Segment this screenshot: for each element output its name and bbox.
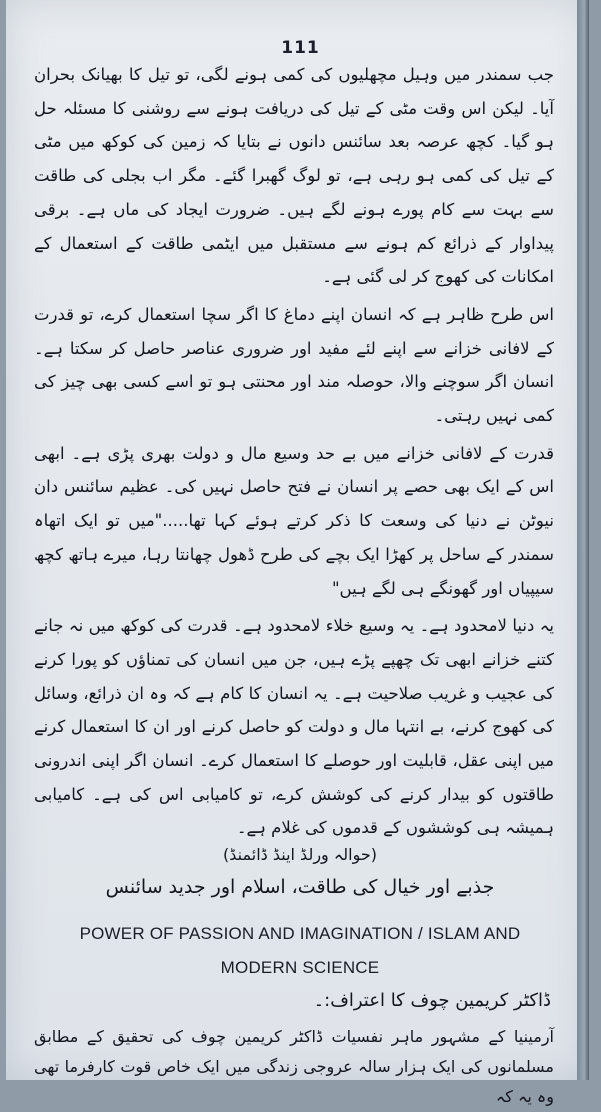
- section-heading-urdu: جذبے اور خیال کی طاقت، اسلام اور جدید سائنس: [105, 876, 495, 898]
- page-number: 111: [281, 38, 320, 58]
- subheading-dr-kriminchov: ڈاکٹر کریمین چوف کا اعتراف:۔: [313, 990, 551, 1011]
- heading-english-line-1: POWER OF PASSION AND IMAGINATION / ISLAM AND: [79, 924, 521, 943]
- section-heading-english: [20, 917, 580, 985]
- heading-english-line-2: MODERN SCIENCE: [220, 958, 380, 977]
- paragraph-nature-treasure: قدرت کے لافانی خزانے میں بے حد وسیع مال و دولت بھری پڑی ہے۔ ابھی اس کے ایک بھی حصے پر انسان نے فتح حاصل نہیں کی۔ عظیم سائنس دان نیوٹن نے دنیا کی وسعت کا ذکر کرتے ہوئے کہا تھا....."میں تو ایک اتھاہ سمندر کے ساحل پر کھڑا ایک بچے کی طرح ڈھول چھانتا رہا، میرے ہاتھ کچھ سیپیاں اور گھونگے ہی لگے ہیں": [34, 443, 554, 598]
- paragraph-infinite-world: یہ دنیا لامحدود ہے۔ یہ وسیع خلاء لامحدود ہے۔ قدرت کی کوکھ میں نہ جانے کتنے خزانے ابھی تک چھپے پڑے ہیں، جن میں انسان کی تمناؤں کو پورا کرنے کی عجیب و غریب صلاحیت ہے۔ یہ انسان کا کام ہے کہ وہ ان ذرائع، وسائل کی کھوج کرنے، بے انتہا مال و دولت کو حاصل کرنے اور ان کا استعمال کرنے میں اپنی عقل، قابلیت اور حوصلے کا استعمال کرے۔ انسان اگر اپنی اندرونی طاقتوں کو بیدار کرنے کی کوشش کرے، تو کامیابی اس کی ہے۔ کامیابی ہمیشہ ہی کوششوں کے قدموں کی غلام ہے۔: [34, 616, 554, 838]
- source-attribution: (حوالہ ورلڈ اینڈ ڈائمنڈ): [223, 845, 377, 864]
- body-text: [34, 58, 554, 849]
- closing-paragraph: آرمینیا کے مشہور ماہر نفسیات ڈاکٹر کریمین چوف کی تحقیق کے مطابق مسلمانوں کی ایک ہزار سالہ عروجی زندگی میں ایک خاص قوت کارفرما تھی وہ یہ کہ: [34, 1027, 554, 1106]
- paragraph-oil-and-energy: جب سمندر میں وہیل مچھلیوں کی کمی ہونے لگی، تو تیل کا بھیانک بحران آیا۔ لیکن اس وقت مٹی کے تیل کی دریافت ہونے سے روشنی کا مسئلہ حل ہو گیا۔ کچھ عرصہ بعد سائنس دانوں نے بتایا کہ زمین کی کوکھ میں مٹی کے تیل کی کمی ہو رہی ہے، تو لوگ گھبرا گئے۔ مگر اب بجلی کی طاقت سے بہت سے کام پورے ہونے لگے ہیں۔ ضرورت ایجاد کی ماں ہے۔ برقی پیداوار کے ذرائع کم ہونے سے مستقبل میں ایٹمی طاقت کے استعمال کے امکانات کی کھوج کر لی گئی ہے۔: [34, 65, 554, 287]
- paragraph-human-mind: اس طرح ظاہر ہے کہ انسان اپنے دماغ کا اگر سچا استعمال کرے، تو قدرت کے لافانی خزانے سے اپنے لئے مفید اور ضروری عناصر حاصل کر سکتا ہے۔ انسان اگر سوچنے والا، حوصلہ مند اور محنتی ہو تو اسے کسی بھی چیز کی کمی نہیں رہتی۔: [34, 304, 554, 426]
